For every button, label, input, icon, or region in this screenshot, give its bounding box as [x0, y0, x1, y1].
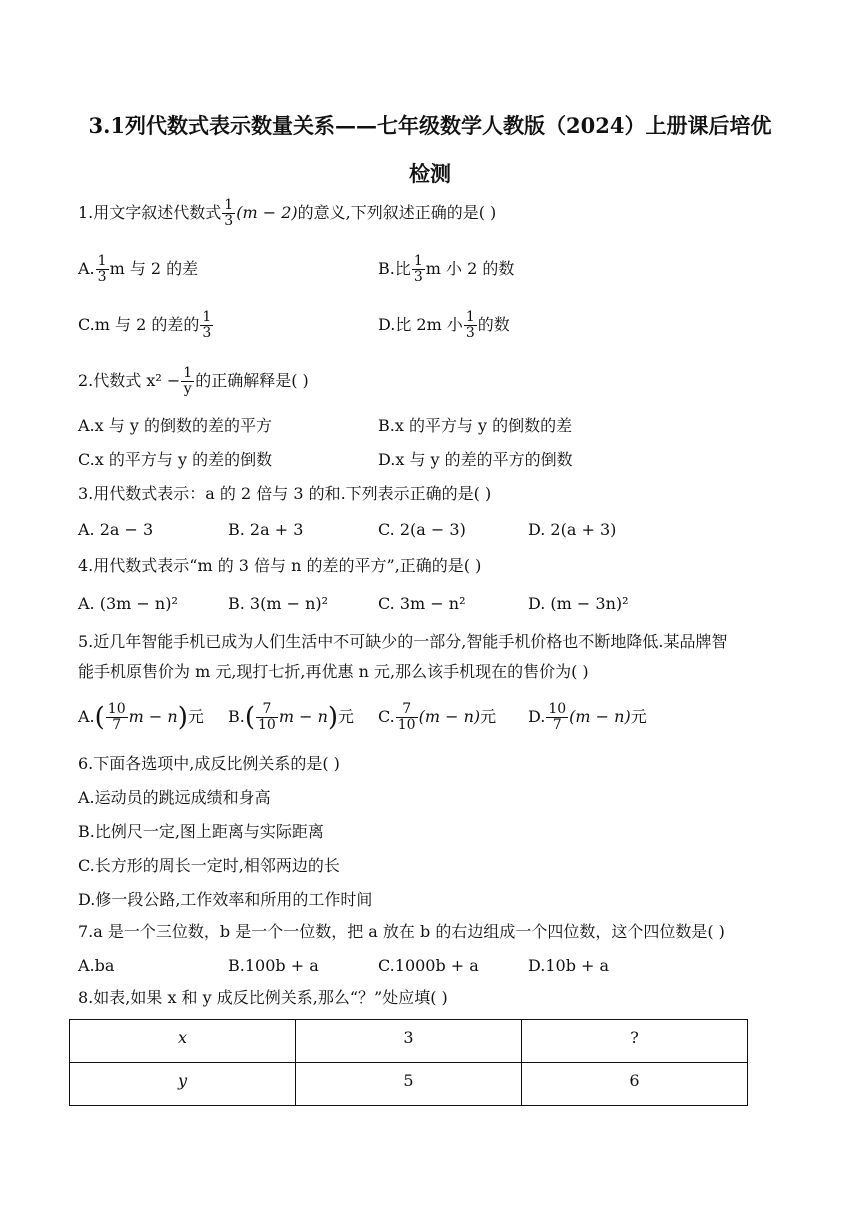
question-6-stem: 6.下面各选项中,成反比例关系的是( ): [78, 754, 340, 773]
table-row: [70, 1020, 748, 1063]
question-2-option-b: B.x 的平方与 y 的倒数的差: [378, 416, 573, 435]
table-cell: y: [70, 1063, 296, 1106]
question-6-option-a: A.运动员的跳远成绩和身高: [78, 788, 271, 807]
question-5-option-d: D. $\frac{10}{7}$ (m − n)元: [528, 701, 647, 733]
question-8-stem: 8.如表,如果 x 和 y 成反比例关系,那么“？”处应填( ): [78, 988, 448, 1007]
question-7-option-a: A.ba: [78, 956, 115, 975]
page-title: 3.1列代数式表示数量关系——七年级数学人教版（2024）上册课后培优检测: [88, 113, 772, 186]
question-5-option-a: A.( $\frac{10}{7}$ m − n)元: [78, 701, 204, 733]
table-cell: 5: [296, 1063, 522, 1106]
question-7-option-c: C.1000b + a: [378, 956, 479, 975]
question-3-option-d: D. 2(a + 3): [528, 520, 617, 539]
question-2-stem: 2.代数式 x² − $\frac{1}{y}$ 的正确解释是( ): [78, 365, 309, 397]
question-4-option-b: B. 3(m − n)²: [228, 594, 329, 613]
question-5-option-c: C. $\frac{7}{10}$ (m − n)元: [378, 701, 497, 733]
question-5-stem-line-1: 5.近几年智能手机已成为人们生活中不可缺少的一部分,智能手机价格也不断地降低.某品牌智: [78, 632, 728, 651]
fraction: $\frac{1}{3}$: [224, 197, 234, 229]
table-row: [70, 1063, 748, 1106]
question-5-option-b: B.( $\frac{7}{10}$ m − n)元: [228, 701, 355, 733]
question-6-option-d: D.修一段公路,工作效率和所用的工作时间: [78, 890, 373, 909]
table-cell: 6: [522, 1063, 748, 1106]
question-3-option-b: B. 2a + 3: [228, 520, 304, 539]
question-4-option-c: C. 3m − n²: [378, 594, 466, 613]
question-4-option-d: D. (m − 3n)²: [528, 594, 629, 613]
question-3-option-c: C. 2(a − 3): [378, 520, 466, 539]
question-1-stem: 1.用文字叙述代数式 $\frac{1}{3}$ (m − 2)的意义,下列叙述正确的是( ): [78, 197, 497, 229]
question-3-stem: 3.用代数式表示：a 的 2 倍与 3 的和.下列表示正确的是( ): [78, 484, 492, 503]
question-1-option-d: D.比 2m 小 $\frac{1}{3}$ 的数: [378, 309, 510, 341]
question-6-option-c: C.长方形的周长一定时,相邻两边的长: [78, 856, 340, 875]
table-cell: ?: [522, 1020, 748, 1063]
question-1-option-a: A. $\frac{1}{3}$ m 与 2 的差: [78, 253, 199, 285]
question-6-option-b: B.比例尺一定,图上距离与实际距离: [78, 822, 324, 841]
question-5-stem-line-2: 能手机原售价为 m 元,现打七折,再优惠 n 元,那么该手机现在的售价为( ): [78, 662, 589, 681]
question-1-option-c: C.m 与 2 的差的 $\frac{1}{3}$: [78, 309, 212, 341]
question-4-stem: 4.用代数式表示“m 的 3 倍与 n 的差的平方”,正确的是( ): [78, 556, 482, 575]
table-cell: 3: [296, 1020, 522, 1063]
question-2-option-d: D.x 与 y 的差的平方的倒数: [378, 450, 573, 469]
question-1-option-b: B.比 $\frac{1}{3}$ m 小 2 的数: [378, 253, 515, 285]
question-4-option-a: A. (3m − n)²: [78, 594, 178, 613]
question-3-option-a: A. 2a − 3: [78, 520, 154, 539]
question-2-option-c: C.x 的平方与 y 的差的倒数: [78, 450, 273, 469]
question-7-option-b: B.100b + a: [228, 956, 319, 975]
question-7-stem: 7.a 是一个三位数，b 是一个一位数，把 a 放在 b 的右边组成一个四位数，这个四位数是( ): [78, 922, 725, 941]
question-7-option-d: D.10b + a: [528, 956, 610, 975]
question-8-table: [69, 1019, 748, 1106]
question-2-option-a: A.x 与 y 的倒数的差的平方: [78, 416, 272, 435]
table-cell: x: [70, 1020, 296, 1063]
